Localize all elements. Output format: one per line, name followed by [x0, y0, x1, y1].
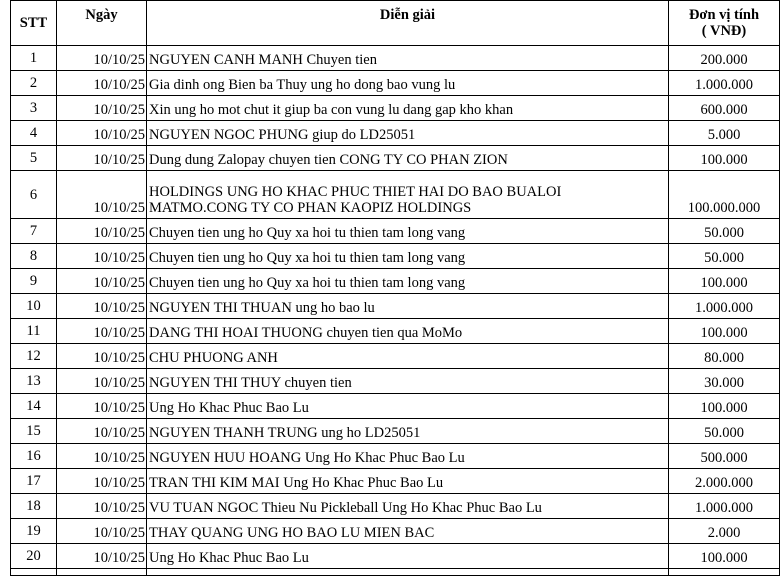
row-description: NGUYEN HUU HOANG Ung Ho Khac Phuc Bao Lu	[147, 444, 669, 469]
row-stt: 8	[11, 244, 57, 269]
row-amount: 100.000	[669, 319, 780, 344]
row-description: Chuyen tien ung ho Quy xa hoi tu thien tam long vang	[147, 219, 669, 244]
row-description: Ung Ho Khac Phuc Bao Lu	[147, 544, 669, 569]
row-stt: 5	[11, 146, 57, 171]
empty-cell	[669, 569, 780, 576]
row-amount: 5.000	[669, 121, 780, 146]
table-row	[11, 394, 780, 419]
table-row	[11, 469, 780, 494]
row-stt: 18	[11, 494, 57, 519]
table-row	[11, 269, 780, 294]
row-description: Chuyen tien ung ho Quy xa hoi tu thien tam long vang	[147, 244, 669, 269]
row-stt: 7	[11, 219, 57, 244]
row-amount: 30.000	[669, 369, 780, 394]
row-description: Xin ung ho mot chut it giup ba con vung lu dang gap kho khan	[147, 96, 669, 121]
row-date: 10/10/25	[57, 294, 147, 319]
donation-table	[10, 0, 780, 576]
row-stt: 19	[11, 519, 57, 544]
table-row	[11, 494, 780, 519]
header-row	[11, 1, 780, 46]
row-amount: 80.000	[669, 344, 780, 369]
row-stt: 2	[11, 71, 57, 96]
table-row	[11, 171, 780, 219]
table-row	[11, 121, 780, 146]
row-amount: 200.000	[669, 46, 780, 71]
table-row	[11, 544, 780, 569]
row-description: VU TUAN NGOC Thieu Nu Pickleball Ung Ho Khac Phuc Bao Lu	[147, 494, 669, 519]
row-description: NGUYEN THI THUY chuyen tien	[147, 369, 669, 394]
table-row	[11, 146, 780, 171]
table-row	[11, 319, 780, 344]
row-date: 10/10/25	[57, 469, 147, 494]
row-description: NGUYEN THI THUAN ung ho bao lu	[147, 294, 669, 319]
row-date: 10/10/25	[57, 319, 147, 344]
row-date: 10/10/25	[57, 519, 147, 544]
row-date: 10/10/25	[57, 494, 147, 519]
header-amount-unit: Đơn vị tính	[688, 7, 760, 23]
table-row	[11, 46, 780, 71]
row-date: 10/10/25	[57, 121, 147, 146]
table-row	[11, 519, 780, 544]
row-stt: 10	[11, 294, 57, 319]
row-date: 10/10/25	[57, 244, 147, 269]
row-stt: 3	[11, 96, 57, 121]
row-date: 10/10/25	[57, 171, 147, 219]
row-amount: 100.000	[669, 394, 780, 419]
table-row	[11, 344, 780, 369]
table-row	[11, 419, 780, 444]
row-amount: 100.000.000	[669, 171, 780, 219]
row-stt: 15	[11, 419, 57, 444]
row-stt: 14	[11, 394, 57, 419]
table-row-partial	[11, 569, 780, 576]
row-description: NGUYEN CANH MANH Chuyen tien	[147, 46, 669, 71]
row-description: NGUYEN NGOC PHUNG giup do LD25051	[147, 121, 669, 146]
row-description: DANG THI HOAI THUONG chuyen tien qua MoMo	[147, 319, 669, 344]
row-description: NGUYEN THANH TRUNG ung ho LD25051	[147, 419, 669, 444]
row-stt: 12	[11, 344, 57, 369]
table-row	[11, 369, 780, 394]
row-stt: 13	[11, 369, 57, 394]
row-stt: 17	[11, 469, 57, 494]
row-description: Ung Ho Khac Phuc Bao Lu	[147, 394, 669, 419]
row-amount: 50.000	[669, 419, 780, 444]
row-date: 10/10/25	[57, 146, 147, 171]
row-amount: 100.000	[669, 146, 780, 171]
header-stt: STT	[11, 1, 57, 46]
table-row	[11, 71, 780, 96]
row-date: 10/10/25	[57, 96, 147, 121]
row-description: THAY QUANG UNG HO BAO LU MIEN BAC	[147, 519, 669, 544]
row-date: 10/10/25	[57, 219, 147, 244]
row-amount: 100.000	[669, 269, 780, 294]
row-amount: 100.000	[669, 544, 780, 569]
header-date: Ngày	[57, 1, 147, 46]
row-date: 10/10/25	[57, 544, 147, 569]
row-description: HOLDINGS UNG HO KHAC PHUC THIET HAI DO BAO BUALOI MATMO.CONG TY CO PHAN KAOPIZ HOLDINGS	[147, 171, 669, 219]
header-amount-currency: ( VNĐ)	[701, 23, 747, 39]
row-stt: 6	[11, 171, 57, 219]
row-stt: 1	[11, 46, 57, 71]
row-amount: 500.000	[669, 444, 780, 469]
row-date: 10/10/25	[57, 444, 147, 469]
table-row	[11, 444, 780, 469]
row-amount: 1.000.000	[669, 494, 780, 519]
empty-cell	[11, 569, 57, 576]
row-amount: 600.000	[669, 96, 780, 121]
table-row	[11, 96, 780, 121]
header-description: Diễn giải	[147, 1, 669, 46]
table-row	[11, 219, 780, 244]
table-row	[11, 294, 780, 319]
table-row	[11, 244, 780, 269]
row-description: Chuyen tien ung ho Quy xa hoi tu thien tam long vang	[147, 269, 669, 294]
row-description: TRAN THI KIM MAI Ung Ho Khac Phuc Bao Lu	[147, 469, 669, 494]
row-date: 10/10/25	[57, 344, 147, 369]
empty-cell	[147, 569, 669, 576]
row-date: 10/10/25	[57, 269, 147, 294]
row-stt: 4	[11, 121, 57, 146]
row-amount: 50.000	[669, 219, 780, 244]
row-stt: 9	[11, 269, 57, 294]
row-stt: 16	[11, 444, 57, 469]
row-date: 10/10/25	[57, 394, 147, 419]
row-date: 10/10/25	[57, 369, 147, 394]
row-amount: 1.000.000	[669, 71, 780, 96]
row-stt: 11	[11, 319, 57, 344]
row-amount: 2.000	[669, 519, 780, 544]
table-body	[11, 46, 780, 576]
row-description: Dung dung Zalopay chuyen tien CONG TY CO PHAN ZION	[147, 146, 669, 171]
row-description: Gia dinh ong Bien ba Thuy ung ho dong bao vung lu	[147, 71, 669, 96]
row-amount: 1.000.000	[669, 294, 780, 319]
row-description: CHU PHUONG ANH	[147, 344, 669, 369]
row-date: 10/10/25	[57, 46, 147, 71]
row-amount: 2.000.000	[669, 469, 780, 494]
empty-cell	[57, 569, 147, 576]
row-amount: 50.000	[669, 244, 780, 269]
row-date: 10/10/25	[57, 419, 147, 444]
row-stt: 20	[11, 544, 57, 569]
row-date: 10/10/25	[57, 71, 147, 96]
header-amount	[669, 1, 780, 46]
